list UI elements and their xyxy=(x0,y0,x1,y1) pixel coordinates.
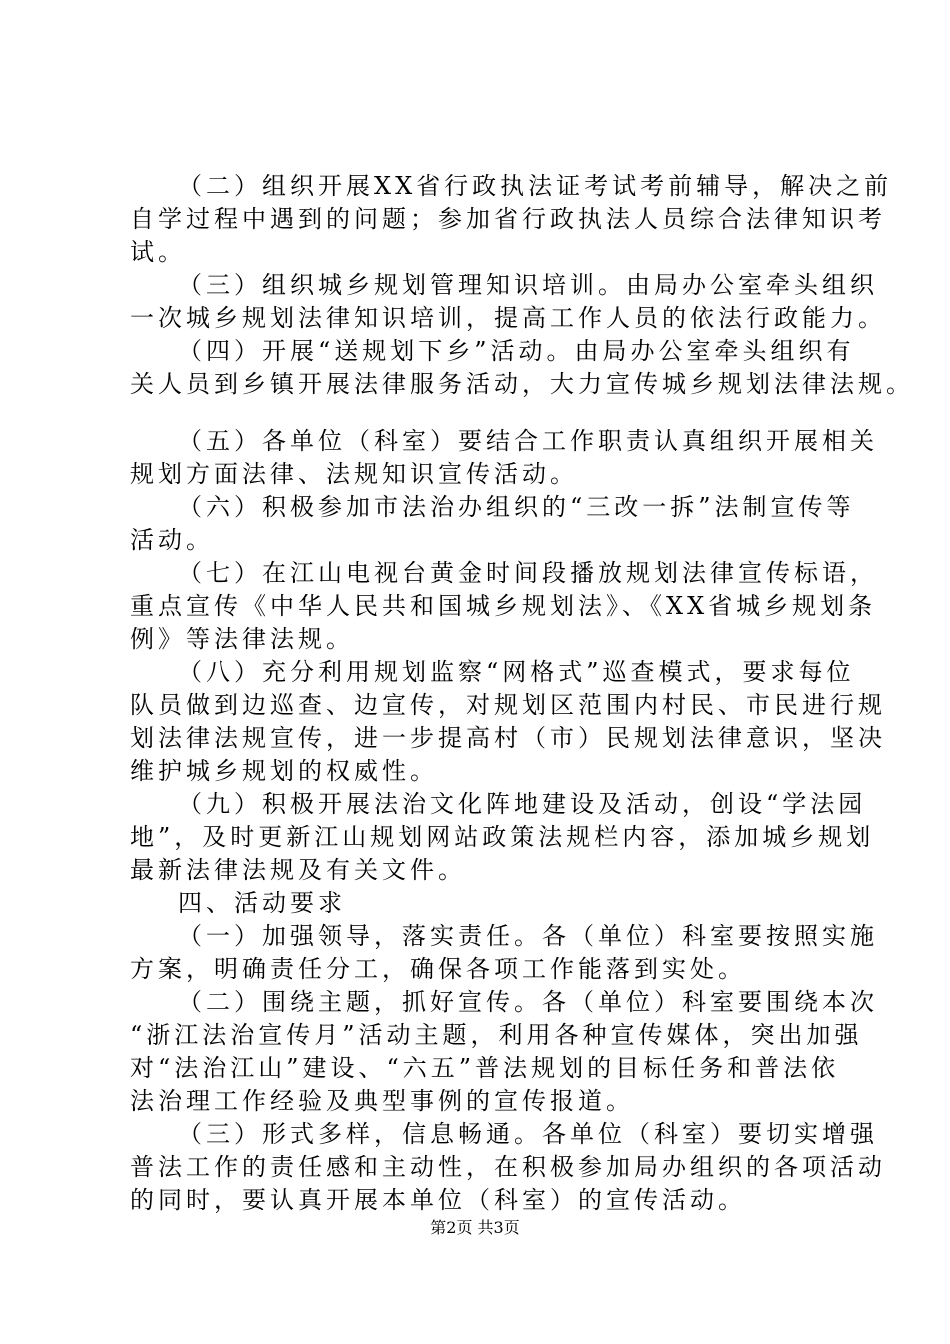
text-line: 维护城乡规划的权威性。 xyxy=(130,757,438,785)
text-line: （三）形式多样，信息畅通。各单位（科室）要切实增强 xyxy=(178,1120,878,1148)
text-line: 的同时，要认真开展本单位（科室）的宣传活动。 xyxy=(130,1186,746,1214)
document-body xyxy=(130,170,914,1217)
text-line: “浙江法治宣传月”活动主题，利用各种宣传媒体，突出加强 xyxy=(130,1021,863,1049)
text-line: 自学过程中遇到的问题；参加省行政执法人员综合法律知识考 xyxy=(130,205,886,233)
section-heading: 四、活动要求 xyxy=(178,889,346,917)
text-line: 例》等法律法规。 xyxy=(130,625,354,653)
text-line: （二）围绕主题，抓好宣传。各（单位）科室要围绕本次 xyxy=(178,988,878,1016)
text-line: （九）积极开展法治文化阵地建设及活动，创设“学法园 xyxy=(178,790,867,818)
text-line: （七）在江山电视台黄金时间段播放规划法律宣传标语， xyxy=(178,559,878,587)
text-line: （三）组织城乡规划管理知识培训。由局办公室牵头组织 xyxy=(178,271,878,299)
text-line: （八）充分利用规划监察“网格式”巡查模式，要求每位 xyxy=(178,658,855,686)
text-line: 重点宣传《中华人民共和国城乡规划法》、《XX省城乡规划条 xyxy=(130,592,877,620)
page-number: 第2页 共3页 xyxy=(430,1218,520,1237)
text-line: 法治理工作经验及典型事例的宣传报道。 xyxy=(130,1087,634,1115)
text-line: （二）组织开展XX省行政执法证考试考前辅导，解决之前 xyxy=(178,172,893,200)
paragraph-gap xyxy=(130,401,850,425)
text-line: 一次城乡规划法律知识培训，提高工作人员的依法行政能力。 xyxy=(130,304,886,332)
text-line: （一）加强领导，落实责任。各（单位）科室要按照实施 xyxy=(178,922,878,950)
text-line: 划法律法规宣传，进一步提高村（市）民规划法律意识，坚决 xyxy=(130,724,886,752)
text-line: （五）各单位（科室）要结合工作职责认真组织开展相关 xyxy=(178,427,878,455)
text-line: 活动。 xyxy=(130,526,214,554)
text-line: （四）开展“送规划下乡”活动。由局办公室牵头组织有 xyxy=(178,337,855,365)
text-line: 普法工作的责任感和主动性，在积极参加局办组织的各项活动 xyxy=(130,1153,886,1181)
text-line: 试。 xyxy=(130,238,186,266)
text-line: 关人员到乡镇开展法律服务活动，大力宣传城乡规划法律法规。 xyxy=(130,370,914,398)
text-line: （六）积极参加市法治办组织的“三改一拆”法制宣传等 xyxy=(178,493,855,521)
text-line: 队员做到边巡查、边宣传，对规划区范围内村民、市民进行规 xyxy=(130,691,886,719)
text-line: 对“法治江山”建设、“六五”普法规划的目标任务和普法依 xyxy=(130,1054,840,1082)
text-line: 地”，及时更新江山规划网站政策法规栏内容，添加城乡规划 xyxy=(130,823,875,851)
text-line: 最新法律法规及有关文件。 xyxy=(130,856,466,884)
text-line: 规划方面法律、法规知识宣传活动。 xyxy=(130,460,578,488)
text-line: 方案，明确责任分工，确保各项工作能落到实处。 xyxy=(130,955,746,983)
